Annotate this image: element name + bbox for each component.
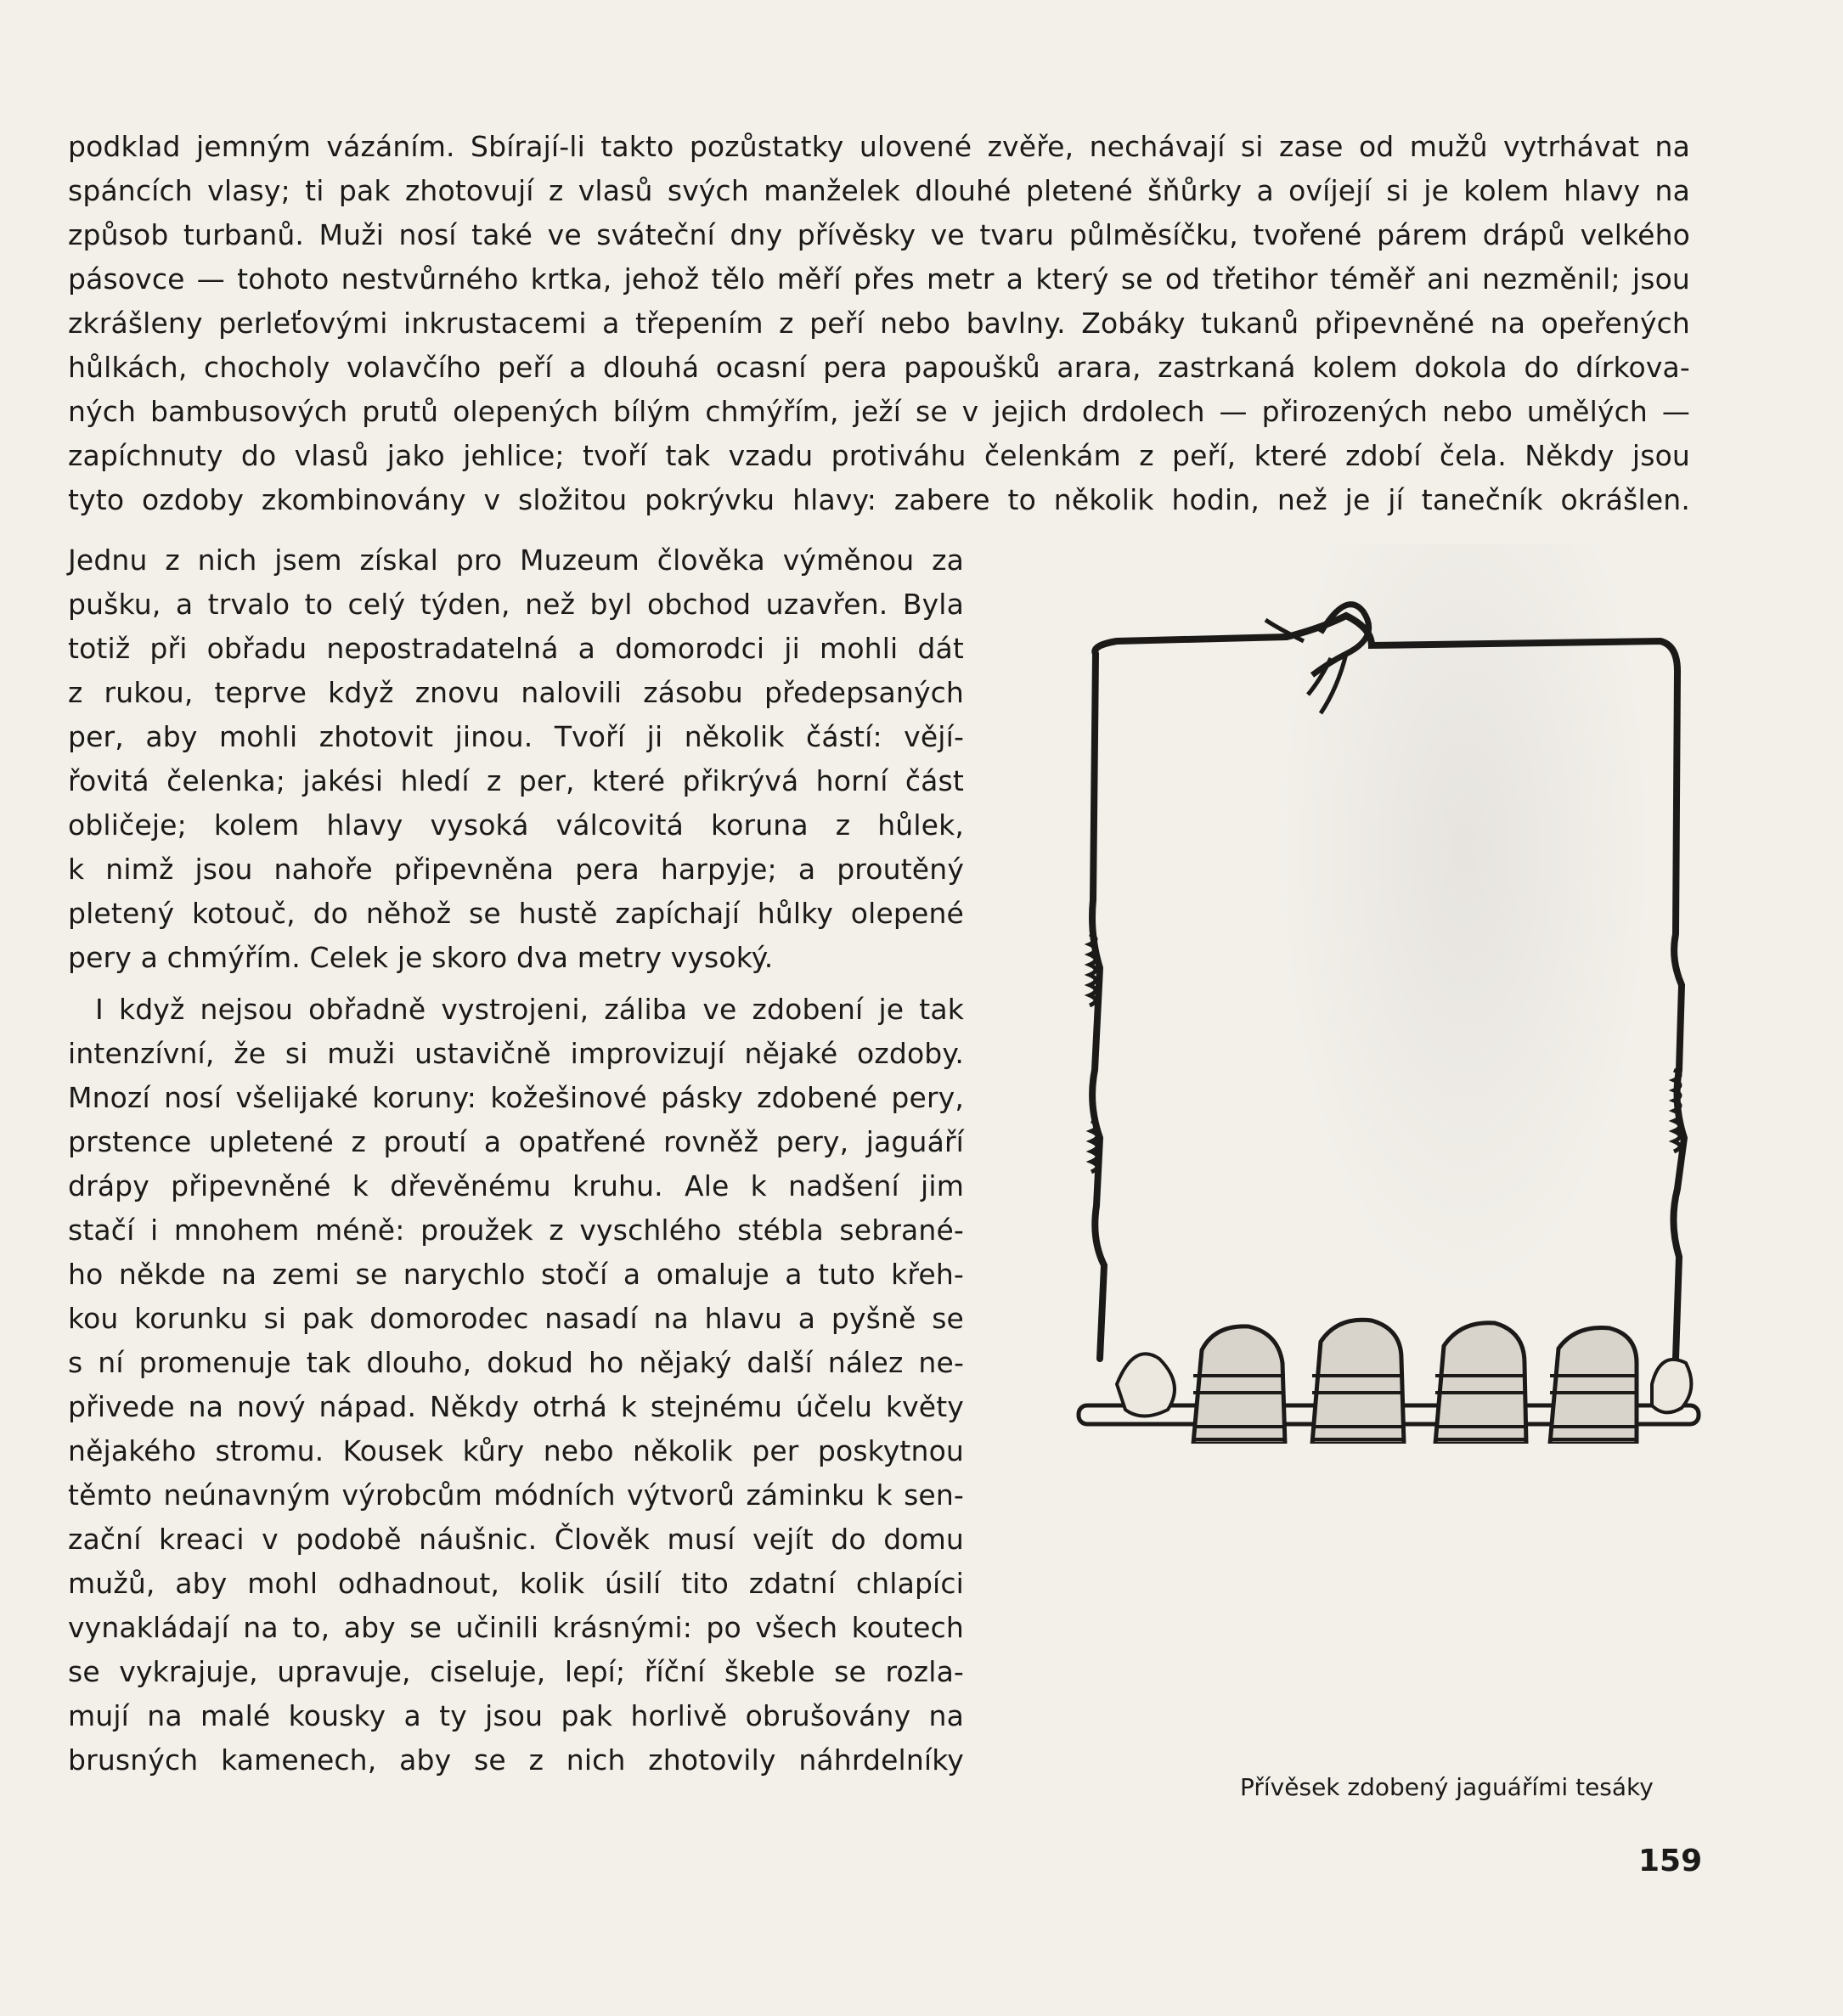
text-line: zační kreaci v podobě náušnic. Člověk musí vejít do domu — [68, 1523, 964, 1556]
text-line: pušku, a trvalo to celý týden, než byl obchod uzavřen. Byla — [68, 588, 964, 621]
text-line: intenzívní, že si muži ustavičně improvizují nějaké ozdoby. — [68, 1037, 964, 1070]
text-line: Jednu z nich jsem získal pro Muzeum člověka výměnou za — [68, 543, 964, 577]
text-line: pásovce — tohoto nestvůrného krtka, jehož tělo měří přes metr a který se od třetihor téměř ani nezměnil; jsou — [68, 262, 1690, 296]
text-line: I když nejsou obřadně vystrojeni, záliba ve zdobení je tak — [95, 993, 964, 1026]
text-line: mují na malé kousky a ty jsou pak horlivě obrušovány na — [68, 1699, 964, 1732]
jaguar-tooth-pendant-illustration — [1066, 594, 1703, 1444]
text-line: se vykrajuje, upravuje, ciseluje, lepí; říční škeble se rozla- — [68, 1655, 964, 1688]
text-line: vynakládají na to, aby se učinili krásnými: po všech koutech — [68, 1611, 964, 1644]
text-line: těmto neúnavným výrobcům módních výtvorů záminku k sen- — [68, 1478, 964, 1512]
text-line: kou korunku si pak domorodec nasadí na hlavu a pyšně se — [68, 1302, 964, 1335]
text-line: z rukou, teprve když znovu nalovili zásobu předepsaných — [68, 676, 964, 709]
text-line: zkrášleny perleťovými inkrustacemi a třepením z peří nebo bavlny. Zobáky tukanů připevněné na opeřených — [68, 307, 1690, 340]
text-line: obličeje; kolem hlavy vysoká válcovitá koruna z hůlek, — [68, 808, 964, 842]
text-line: ných bambusových prutů olepených bílým chmýřím, ježí se v jejich drdolech — přirozených nebo umělých — — [68, 395, 1690, 428]
text-line: nějakého stromu. Kousek kůry nebo několik per poskytnou — [68, 1434, 964, 1467]
text-line: prstence upletené z proutí a opatřené rovněž pery, jaguáří — [68, 1125, 964, 1158]
text-line: brusných kamenech, aby se z nich zhotovily náhrdelníky — [68, 1743, 964, 1777]
text-line: totiž při obřadu nepostradatelná a domorodci ji mohli dát — [68, 632, 964, 665]
text-line: per, aby mohli zhotovit jinou. Tvoří ji několik částí: vějí- — [68, 720, 964, 753]
text-line: hůlkách, chocholy volavčího peří a dlouhá ocasní pera papoušků arara, zastrkaná kolem dokola do dírkova- — [68, 351, 1690, 384]
text-line: zapíchnuty do vlasů jako jehlice; tvoří tak vzadu protiváhu čelenkám z peří, které zdobí čela. Někdy jsou — [68, 439, 1690, 472]
text-line: s ní promenuje tak dlouho, dokud ho nějaký další nález ne- — [68, 1346, 964, 1379]
text-line: řovitá čelenka; jakési hledí z per, které přikrývá horní část — [68, 764, 964, 797]
page-number: 159 — [1638, 1844, 1703, 1878]
text-line: spáncích vlasy; ti pak zhotovují z vlasů svých manželek dlouhé pletené šňůrky a ovíjejí si je kolem hlavy na — [68, 174, 1690, 207]
text-line: přivede na nový nápad. Někdy otrhá k stejnému účelu květy — [68, 1390, 964, 1423]
text-line: podklad jemným vázáním. Sbírají-li takto pozůstatky ulovené zvěře, nechávají si zase od mužů vytrhávat na — [68, 130, 1690, 163]
figure-caption: Přívěsek zdobený jaguářími tesáky — [1240, 1773, 1654, 1801]
text-line: tyto ozdoby zkombinovány v složitou pokrývku hlavy: zabere to několik hodin, než je jí tanečník okrášlen. — [68, 483, 1690, 516]
text-line: drápy připevněné k dřevěnému kruhu. Ale k nadšení jim — [68, 1169, 964, 1202]
text-line: Mnozí nosí všelijaké koruny: kožešinové pásky zdobené pery, — [68, 1081, 964, 1114]
text-line: mužů, aby mohl odhadnout, kolik úsilí tito zdatní chlapíci — [68, 1567, 964, 1600]
text-line: pery a chmýřím. Celek je skoro dva metry vysoký. — [68, 941, 774, 974]
text-line: způsob turbanů. Muži nosí také ve sváteční dny přívěsky ve tvaru půlměsíčku, tvořené párem drápů velkého — [68, 218, 1690, 251]
text-line: k nimž jsou nahoře připevněna pera harpyje; a proutěný — [68, 853, 964, 886]
text-line: pletený kotouč, do něhož se hustě zapíchají hůlky olepené — [68, 897, 964, 930]
text-line: ho někde na zemi se narychlo stočí a omaluje a tuto křeh- — [68, 1258, 964, 1291]
text-line: stačí i mnohem méně: proužek z vyschlého stébla sebrané- — [68, 1214, 964, 1247]
